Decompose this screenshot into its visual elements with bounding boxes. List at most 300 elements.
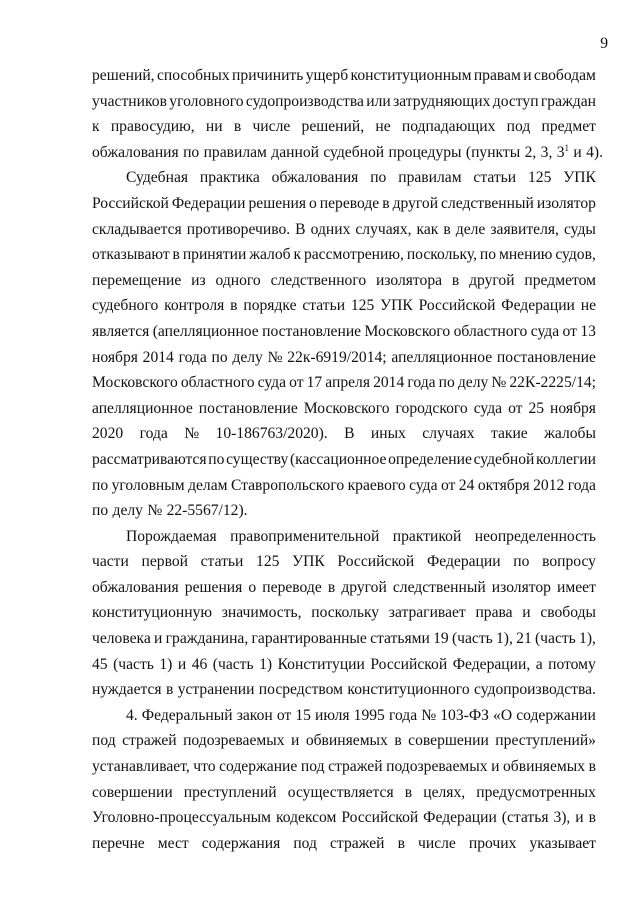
line-text	[92, 831, 596, 857]
word: преступлений	[183, 783, 277, 801]
word: первой	[141, 553, 188, 571]
text-line	[92, 396, 596, 422]
text-line	[92, 498, 596, 524]
line-text	[92, 575, 596, 601]
word: постановление	[262, 322, 362, 340]
word: от	[562, 322, 577, 340]
text-line	[92, 626, 596, 652]
line-text	[92, 549, 596, 575]
word: случаях,	[355, 220, 412, 238]
word: поскольку,	[406, 246, 478, 264]
word: Федерации	[501, 297, 575, 315]
word: по	[479, 246, 497, 264]
text-line	[92, 268, 596, 294]
word: другой	[469, 271, 515, 289]
word: от	[289, 374, 304, 392]
text-line	[92, 473, 596, 499]
word: обвиняемых	[305, 732, 388, 750]
word: изолятора	[375, 271, 443, 289]
word: не	[580, 297, 596, 315]
line-text	[92, 63, 596, 89]
word: (апелляционное	[152, 322, 259, 340]
line-text	[92, 600, 596, 626]
word: человека	[92, 630, 151, 648]
line-text	[92, 805, 596, 831]
text-line	[92, 703, 596, 729]
word: УПК	[292, 553, 325, 571]
word: 125	[256, 553, 280, 571]
text-line	[92, 780, 596, 806]
word: судебной	[473, 450, 535, 468]
line-text	[92, 626, 596, 652]
word: в	[588, 809, 596, 827]
word: иных	[370, 425, 406, 443]
word: стражей	[330, 834, 385, 852]
word: другой	[341, 578, 387, 596]
word: В	[344, 425, 355, 443]
word: о	[248, 578, 257, 596]
word: (часть	[212, 655, 254, 673]
word: Российской	[341, 809, 419, 827]
word: и	[177, 655, 187, 673]
word: и	[491, 758, 500, 776]
word: предусмотренных	[476, 783, 596, 801]
word: определение	[388, 450, 472, 468]
word: 1)	[259, 655, 273, 673]
word: изолятор	[491, 578, 551, 596]
line-text	[92, 396, 596, 422]
word: потому	[548, 655, 596, 673]
word: (часть	[451, 630, 493, 648]
paragraph-1	[92, 63, 603, 165]
word: по	[370, 169, 387, 187]
word: 3),	[553, 809, 571, 827]
word: (часть	[113, 655, 154, 673]
word: суды	[563, 220, 596, 238]
word: данной	[271, 143, 319, 161]
word: 1995	[353, 706, 385, 724]
word: года	[567, 476, 596, 494]
word: делу	[457, 374, 489, 392]
text-line	[92, 575, 596, 601]
word: ни	[205, 118, 223, 136]
word: областного	[453, 322, 528, 340]
word: числе	[252, 118, 291, 136]
word: №	[147, 502, 163, 520]
word: Московского	[303, 399, 390, 417]
text-line	[92, 114, 596, 140]
word: делу	[232, 348, 263, 366]
word: Судебная	[126, 169, 189, 187]
word: или	[366, 92, 391, 110]
word: свободы	[540, 604, 596, 622]
word: суда	[530, 322, 560, 340]
word: Московского	[92, 374, 178, 392]
word: по	[92, 476, 109, 494]
word: о	[308, 194, 317, 212]
word: затрудняющих	[393, 92, 491, 110]
word: следственный	[441, 194, 534, 212]
text-line	[92, 805, 596, 831]
line-text	[92, 447, 596, 473]
word: в	[327, 578, 336, 596]
word: судебного	[92, 297, 159, 315]
word: обжалования	[92, 578, 179, 596]
word: числе	[418, 834, 456, 852]
text-line	[92, 165, 596, 191]
word: содержании	[516, 706, 596, 724]
word: уголовным	[111, 476, 185, 494]
word: 2014	[373, 374, 405, 392]
word: Конституции	[277, 655, 365, 673]
word: преступлений»	[495, 732, 596, 750]
line-text	[92, 140, 603, 166]
word: (кассационное	[289, 450, 387, 468]
line-text	[92, 780, 596, 806]
word: предмет	[541, 118, 596, 136]
word: устанавливает,	[92, 758, 190, 776]
word: судопроизводства	[245, 92, 364, 110]
word: контроля	[164, 297, 225, 315]
word: граждан	[540, 92, 596, 110]
word: подозреваемых	[183, 732, 285, 750]
word: Федерации	[426, 553, 501, 571]
text-line	[92, 319, 596, 345]
text-line	[92, 728, 596, 754]
text-line	[92, 63, 596, 89]
word: УПК	[380, 297, 413, 315]
word: 21	[516, 630, 532, 648]
word: и	[290, 732, 300, 750]
word: причинить	[232, 67, 304, 84]
word: нуждается	[92, 681, 162, 699]
word: по	[211, 348, 228, 366]
word: кодексом	[275, 809, 337, 827]
word: от	[440, 476, 456, 494]
word: решения	[248, 194, 306, 212]
text-line	[92, 600, 596, 626]
word: апелляционное	[391, 348, 493, 366]
word: решений,	[301, 118, 365, 136]
word: года	[407, 374, 436, 392]
word: по	[183, 143, 200, 161]
word: принятии	[182, 246, 247, 264]
word: «О	[493, 706, 513, 724]
word: стражей	[122, 732, 177, 750]
word: под	[506, 118, 531, 136]
word: судопроизводства.	[473, 681, 596, 699]
word: Уголовно-процессуальным	[92, 809, 272, 827]
word: практикой	[392, 527, 462, 545]
word: правилам	[398, 169, 462, 187]
word: является	[92, 322, 150, 340]
paragraph-4	[92, 703, 596, 857]
word: переводе	[262, 578, 322, 596]
word: делам	[188, 476, 228, 494]
word: 24	[458, 476, 475, 494]
text-line	[92, 217, 596, 243]
line-text	[92, 89, 596, 115]
word: по	[208, 450, 225, 468]
word: одного	[215, 271, 261, 289]
word: (пункты	[465, 143, 521, 161]
word: судебной	[323, 143, 385, 161]
line-text	[126, 165, 596, 191]
word: делу	[112, 502, 143, 520]
word: и	[154, 630, 163, 648]
word: июля	[315, 706, 350, 724]
word: ноября	[92, 348, 138, 366]
word: 46	[191, 655, 208, 673]
word: 103-ФЗ	[440, 706, 489, 724]
paragraph-3	[92, 524, 596, 703]
word: в	[233, 118, 242, 136]
word: в	[172, 246, 180, 264]
word: правосудию,	[110, 118, 195, 136]
word: складывается	[92, 220, 182, 238]
paragraph-2	[92, 165, 596, 523]
line-text	[92, 728, 596, 754]
text-line	[92, 293, 596, 319]
word: деле	[455, 220, 486, 238]
word: года	[139, 425, 168, 443]
text-line	[92, 191, 596, 217]
word: Российской	[370, 655, 448, 673]
text-line	[92, 549, 596, 575]
word: совершении	[408, 732, 489, 750]
word: участников	[92, 92, 167, 110]
line-text	[92, 114, 596, 140]
word: совершении	[92, 783, 173, 801]
word: предметом	[524, 271, 596, 289]
word: следственного	[270, 271, 367, 289]
word: судов,	[555, 246, 596, 264]
word: 15	[295, 706, 311, 724]
word: под	[92, 732, 116, 750]
word: 22-5567/12).	[166, 502, 248, 520]
word: гражданина,	[165, 630, 249, 648]
word: перемещение	[92, 271, 182, 289]
line-text	[92, 345, 596, 371]
word: 2,	[524, 143, 537, 161]
word: №	[267, 348, 283, 366]
page-number: 9	[600, 35, 608, 52]
line-text	[92, 754, 596, 780]
word: по	[438, 374, 455, 392]
superscript: 1	[564, 142, 569, 153]
word: права	[475, 604, 513, 622]
word: не	[375, 118, 391, 136]
line-text	[92, 268, 596, 294]
word: ноября	[550, 399, 596, 417]
word: значимость,	[221, 604, 302, 622]
word: (часть	[534, 630, 576, 648]
word: доступ	[492, 92, 539, 110]
word: суда	[257, 374, 287, 392]
word: городского	[395, 399, 468, 417]
word: областного	[180, 374, 255, 392]
word: мест	[157, 834, 189, 852]
word: статьями	[370, 630, 430, 648]
word: Федерации	[171, 194, 246, 212]
word: краевого	[347, 476, 406, 494]
word: стражей	[328, 758, 383, 776]
line-text	[92, 677, 596, 703]
word: изолятор	[536, 194, 596, 212]
word: конституционного	[347, 681, 470, 699]
word: решения	[184, 578, 243, 596]
word: 45	[92, 655, 108, 673]
word: апелляционное	[92, 399, 193, 417]
word: процедуры	[388, 143, 462, 161]
word: случаях	[422, 425, 475, 443]
word: а	[535, 655, 543, 673]
word: заявителя,	[490, 220, 559, 238]
word: в	[382, 194, 390, 212]
word: Федерации	[423, 809, 497, 827]
word: рассматриваются	[92, 450, 207, 468]
word: обжалования	[92, 143, 179, 161]
word: перечне	[92, 834, 145, 852]
word: в	[397, 834, 405, 852]
word: 19	[433, 630, 449, 648]
word: Московского	[364, 322, 451, 340]
word: в	[443, 220, 451, 238]
line-text	[92, 319, 596, 345]
word: как	[416, 220, 439, 238]
word: 13	[580, 322, 596, 340]
word: (статья	[501, 809, 549, 827]
word: под	[293, 834, 317, 852]
word: закон	[236, 706, 273, 724]
word: Федеральный	[141, 706, 233, 724]
word: в	[451, 271, 460, 289]
word: и	[523, 67, 532, 84]
word: одних	[310, 220, 351, 238]
text-line	[92, 242, 596, 268]
word: гарантированные	[251, 630, 367, 648]
line-text	[92, 652, 596, 678]
word: целях,	[423, 783, 466, 801]
word: следственный	[392, 578, 486, 596]
word: статьи	[302, 297, 346, 315]
word: 25	[528, 399, 545, 417]
word: в	[230, 297, 238, 315]
word: статьи	[473, 169, 517, 187]
word: содержания	[201, 834, 281, 852]
word: уголовного	[169, 92, 244, 110]
word: в	[588, 758, 596, 776]
word: другой	[392, 194, 439, 212]
word: 1)	[159, 655, 173, 673]
word: 1),	[496, 630, 513, 648]
word: 22к-6919/2014;	[287, 348, 387, 366]
word: №	[421, 706, 437, 724]
word: постановление	[496, 348, 596, 366]
text-line	[92, 345, 596, 371]
line-text	[92, 242, 596, 268]
word: в	[404, 783, 413, 801]
word: $3^1$	[556, 142, 569, 161]
word: решений,	[92, 67, 155, 84]
word: правоприменительной	[230, 527, 380, 545]
text-line	[92, 140, 603, 166]
text-line	[92, 652, 596, 678]
line-text	[126, 703, 596, 729]
word: года	[388, 706, 418, 724]
word: и	[522, 604, 531, 622]
word: Российской	[418, 297, 496, 315]
word: по	[92, 502, 109, 520]
word: от	[508, 399, 523, 417]
word: 2014	[142, 348, 174, 366]
word: к	[92, 118, 100, 136]
line-text	[92, 293, 596, 319]
word: осуществляется	[287, 783, 394, 801]
word: противоречиво.	[186, 220, 291, 238]
word: конституционную	[92, 604, 213, 622]
word: 2012	[533, 476, 565, 494]
word: подпадающих	[401, 118, 496, 136]
line-text	[92, 370, 596, 396]
word: 22К-2225/14;	[509, 374, 596, 392]
word: вопросу	[542, 553, 596, 571]
word: прочих	[468, 834, 517, 852]
word: посредством	[258, 681, 344, 699]
word: имеет	[557, 578, 596, 596]
word: свободам	[533, 67, 596, 84]
word: октября	[477, 476, 530, 494]
word: №	[184, 425, 200, 443]
word: поскольку	[311, 604, 380, 622]
line-text	[92, 421, 596, 447]
word: 4).	[586, 143, 603, 161]
word: отказывают	[92, 246, 170, 264]
word: Федерации,	[452, 655, 531, 673]
word: 4.	[126, 706, 138, 724]
text-line	[92, 524, 596, 550]
word: В	[295, 220, 306, 238]
word: правам	[473, 67, 521, 84]
word: существу	[226, 450, 289, 468]
word: что	[193, 758, 216, 776]
word: и	[573, 143, 582, 161]
word: мнению	[498, 246, 553, 264]
word: 2020	[92, 425, 124, 443]
word: Российской	[337, 553, 415, 571]
word: апреля	[325, 374, 370, 392]
text-line	[92, 831, 596, 857]
word: суда	[473, 399, 503, 417]
word: №	[491, 374, 507, 392]
word: жалобы	[544, 425, 596, 443]
word: УПК	[563, 169, 596, 187]
word: рассмотрению,	[303, 246, 404, 264]
word: от	[276, 706, 292, 724]
line-text	[92, 191, 596, 217]
word: части	[92, 553, 129, 571]
line-text	[126, 524, 596, 550]
word: конституционным	[350, 67, 472, 84]
word: затрагивает	[388, 604, 466, 622]
body-text	[92, 63, 603, 856]
text-line	[92, 421, 596, 447]
word: подозреваемых	[386, 758, 488, 776]
text-line	[92, 447, 596, 473]
word: по	[513, 553, 530, 571]
word: и	[575, 809, 584, 827]
text-line	[92, 677, 596, 703]
